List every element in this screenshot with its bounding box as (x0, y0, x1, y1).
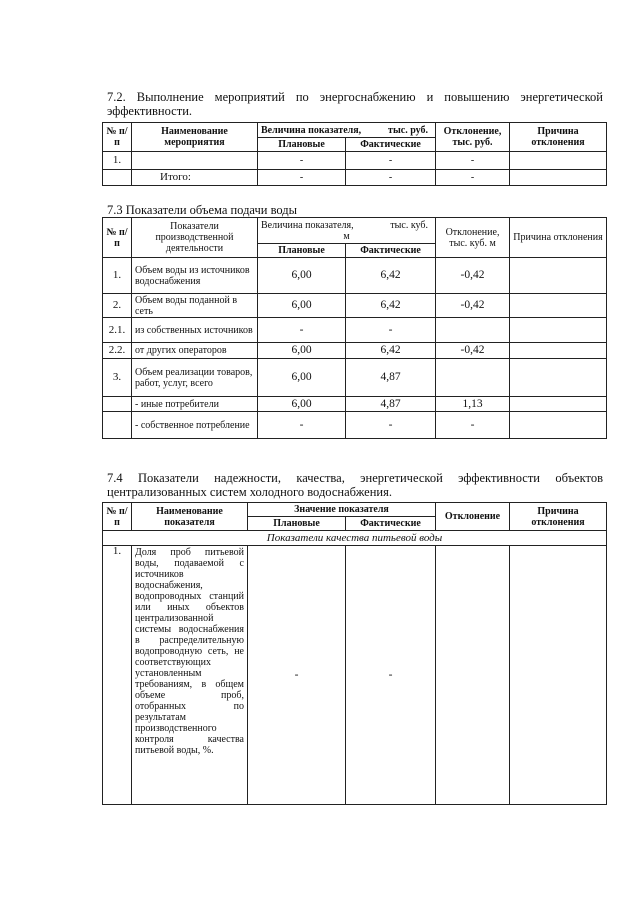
header-fact: Фактические (346, 517, 436, 531)
cell-reason (510, 359, 607, 397)
header-name: Наименование мероприятия (132, 123, 258, 152)
cell-reason (510, 343, 607, 359)
cell-reason (510, 546, 607, 805)
cell-reason (510, 170, 607, 186)
cell-deviation: - (436, 412, 510, 439)
cell-fact: 6,42 (346, 294, 436, 318)
cell-no (103, 170, 132, 186)
cell-deviation: -0,42 (436, 258, 510, 294)
cell-reason (510, 397, 607, 412)
cell-fact: - (346, 152, 436, 170)
header-fact: Фактические (346, 138, 436, 152)
table-row (103, 546, 607, 805)
cell-deviation (436, 318, 510, 343)
header-name: Показатели производственной деятельности (132, 218, 258, 258)
cell-fact: - (346, 412, 436, 439)
cell-deviation: -0,42 (436, 294, 510, 318)
table-row (103, 170, 607, 186)
cell-plan: - (258, 318, 346, 343)
cell-no (103, 397, 132, 412)
cell-name: из собственных источников (132, 318, 258, 343)
cell-fact: - (346, 546, 436, 805)
header-no: № п/п (103, 218, 132, 258)
cell-no: 1. (103, 546, 132, 805)
cell-reason (510, 258, 607, 294)
cell-deviation (436, 359, 510, 397)
cell-plan: - (258, 152, 346, 170)
cell-deviation (436, 546, 510, 805)
table-7-4 (102, 502, 607, 805)
cell-plan: - (258, 170, 346, 186)
header-plan: Плановые (258, 138, 346, 152)
cell-no: 3. (103, 359, 132, 397)
table-row (103, 318, 607, 343)
table-row (103, 397, 607, 412)
header-fact: Фактические (346, 244, 436, 258)
header-name: Наименование показателя (132, 503, 248, 531)
cell-no: 1. (103, 258, 132, 294)
header-value-unit: тыс. куб. (390, 219, 429, 231)
table-row (103, 412, 607, 439)
section-7-4-title-line2: централизованных систем холодного водоснабжения. (107, 485, 392, 499)
cell-name: Объем воды из источников водоснабжения (132, 258, 258, 294)
cell-name: от других операторов (132, 343, 258, 359)
header-plan: Плановые (258, 244, 346, 258)
header-reason: Причина отклонения (510, 503, 607, 531)
cell-no: 1. (103, 152, 132, 170)
header-reason: Причина отклонения (510, 218, 607, 258)
cell-fact: 6,42 (346, 258, 436, 294)
cell-reason (510, 318, 607, 343)
section-7-3-title: 7.3 Показатели объема подачи воды (107, 203, 298, 217)
cell-fact: 6,42 (346, 343, 436, 359)
section-7-2-title-line1: 7.2. Выполнение мероприятий по энергоснабжению и повышению энергетической (107, 90, 603, 104)
cell-name: Объем воды поданной в сеть (132, 294, 258, 318)
cell-name: Доля проб питьевой воды, подаваемой с источников водоснабжения, водопроводных станций или иных объектов централизованной системы водоснабжения в распределительную водопроводную сеть, не соответствующих установленным требованиям, в общем объеме проб, отобранных по результатам производственного контроля качества питьевой воды, %. (132, 546, 248, 805)
cell-plan: 6,00 (258, 359, 346, 397)
header-value-label: Величина показателя, (261, 124, 362, 136)
cell-name: - собственное потребление (132, 412, 258, 439)
table-row (103, 258, 607, 294)
section-7-4-title-line1: 7.4 Показатели надежности, качества, энергетической эффективности объектов (107, 471, 603, 485)
cell-plan: - (258, 412, 346, 439)
cell-fact: 4,87 (346, 397, 436, 412)
table-row (103, 152, 607, 170)
cell-plan: 6,00 (258, 343, 346, 359)
header-value (258, 123, 436, 138)
cell-name: Объем реализации товаров, работ, услуг, всего (132, 359, 258, 397)
header-deviation: Отклонение (436, 503, 510, 531)
table-7-3 (102, 217, 607, 439)
cell-fact: - (346, 318, 436, 343)
cell-fact: - (346, 170, 436, 186)
table-7-2 (102, 122, 607, 186)
cell-plan: 6,00 (258, 397, 346, 412)
cell-no (103, 412, 132, 439)
cell-fact: 4,87 (346, 359, 436, 397)
header-no: № п/п (103, 503, 132, 531)
cell-no: 2.2. (103, 343, 132, 359)
cell-deviation: -0,42 (436, 343, 510, 359)
cell-plan: - (248, 546, 346, 805)
header-value: Значение показателя (248, 503, 436, 517)
header-value-unit: тыс. руб. (388, 124, 428, 136)
table-row (103, 359, 607, 397)
cell-plan: 6,00 (258, 258, 346, 294)
section-7-2-title-line2: эффективности. (107, 104, 193, 118)
cell-deviation: 1,13 (436, 397, 510, 412)
cell-no: 2.1. (103, 318, 132, 343)
cell-deviation: - (436, 152, 510, 170)
cell-no: 2. (103, 294, 132, 318)
table-row (103, 294, 607, 318)
header-plan: Плановые (248, 517, 346, 531)
header-no: № п/п (103, 123, 132, 152)
cell-name (132, 152, 258, 170)
header-deviation: Отклонение, тыс. руб. (436, 123, 510, 152)
cell-reason (510, 412, 607, 439)
header-value-label: Величина показателя, (261, 219, 354, 231)
header-value (258, 218, 436, 244)
header-deviation: Отклонение, тыс. куб. м (436, 218, 510, 258)
subheader-water-quality: Показатели качества питьевой воды (103, 531, 607, 546)
header-reason: Причина отклонения (510, 123, 607, 152)
cell-name: Итого: (132, 170, 258, 186)
cell-name: - иные потребители (132, 397, 258, 412)
header-value-unit-tail: м (343, 230, 350, 242)
cell-reason (510, 294, 607, 318)
cell-plan: 6,00 (258, 294, 346, 318)
cell-deviation: - (436, 170, 510, 186)
cell-reason (510, 152, 607, 170)
table-row (103, 343, 607, 359)
